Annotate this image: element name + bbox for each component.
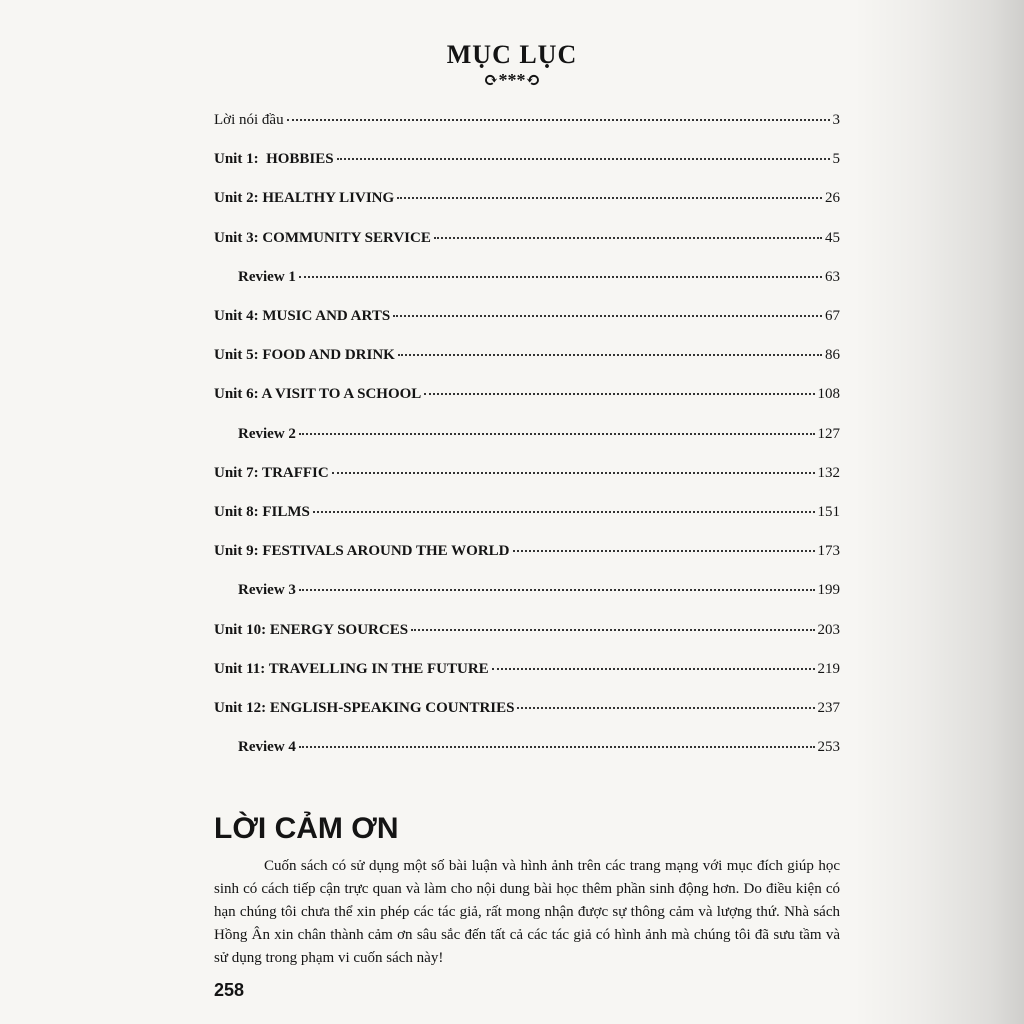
toc-entry-label: Review 2 (238, 425, 296, 442)
toc-entry (238, 426, 840, 450)
toc-leader-dots (397, 197, 822, 199)
toc-leader-dots (332, 472, 815, 474)
toc-entry (214, 622, 840, 646)
acknowledgement-body (214, 855, 840, 970)
acknowledgement-text: Cuốn sách có sử dụng một số bài luận và hình ảnh trên các trang mạng với mục đích giúp học sinh có cách tiếp cận trực quan và làm cho nội dung bài học thêm phần sinh động hơn. Do điều kiện có hạn chúng tôi chưa thể xin phép các tác giả, rất mong nhận được sự thông cảm và lượng thứ. Nhà sách Hồng Ân xin chân thành cảm ơn sâu sắc đến tất cả các tác giả có hình ảnh mà chúng tôi đã sưu tầm và sử dụng trong phạm vi cuốn sách này! (214, 858, 840, 966)
toc-entry (214, 230, 840, 254)
toc-entry-label: Unit 2: HEALTHY LIVING (214, 190, 395, 207)
toc-leader-dots (434, 237, 822, 239)
toc-leader-dots (424, 393, 814, 395)
toc-entry (214, 190, 840, 214)
toc-entry-label: Unit 3: COMMUNITY SERVICE (214, 229, 431, 246)
toc-entry (214, 543, 840, 567)
toc-entry-label: Review 4 (238, 739, 296, 756)
toc-leader-dots (398, 354, 822, 356)
toc-leader-dots (313, 511, 815, 513)
toc-entry-page: 45 (825, 229, 840, 246)
toc-entry-page: 127 (817, 425, 840, 442)
toc-entry-page: 63 (825, 268, 840, 285)
toc-entry (238, 739, 840, 763)
toc-entry-label: Unit 9: FESTIVALS AROUND THE WORLD (214, 543, 510, 560)
toc-entry (238, 582, 840, 606)
toc-entry-page: 173 (817, 543, 840, 560)
toc-entry-page: 203 (817, 621, 840, 638)
toc-entry-label: Unit 10: ENERGY SOURCES (214, 621, 409, 638)
toc-entry-page: 237 (817, 700, 840, 716)
toc-entry-label: Unit 12: ENGLISH-SPEAKING COUNTRIES (214, 700, 515, 716)
toc-entry-page: 5 (832, 151, 840, 168)
toc-entry (214, 465, 840, 489)
toc-entry-label: Unit 1: HOBBIES (214, 151, 334, 168)
toc-leader-dots (393, 315, 822, 317)
toc-leader-dots (299, 433, 815, 435)
toc-entry-label: Unit 7: TRAFFIC (214, 464, 329, 481)
toc-entry-label: Unit 8: FILMS (214, 504, 310, 520)
toc-entry-page: 67 (825, 308, 840, 324)
toc-leader-dots (299, 746, 815, 748)
toc-entry (214, 308, 840, 332)
toc-entry-page: 253 (817, 739, 840, 756)
toc-leader-dots (299, 589, 815, 591)
page-title: MỤC LỤC (446, 40, 578, 69)
toc-entry-page: 3 (832, 112, 840, 128)
toc-entry-page: 26 (825, 190, 840, 207)
page-gutter-shadow (854, 0, 1024, 1024)
toc-entry-label: Review 3 (238, 582, 296, 599)
toc-entry-page: 108 (817, 386, 840, 403)
toc-leader-dots (492, 668, 815, 670)
toc-entry (214, 112, 840, 136)
toc-entry (214, 700, 840, 724)
toc-entry-page: 132 (817, 464, 840, 481)
page-number: 258 (214, 980, 245, 1000)
toc-entry-label: Unit 11: TRAVELLING IN THE FUTURE (214, 660, 489, 677)
toc-entry-page: 86 (825, 347, 840, 364)
toc-entry-page: 151 (817, 504, 840, 520)
toc-entry (238, 269, 840, 293)
toc-entry-page: 199 (817, 582, 840, 599)
toc-entry (214, 347, 840, 371)
toc-entry (214, 661, 840, 685)
toc-entry-label: Unit 6: A VISIT TO A SCHOOL (214, 386, 422, 403)
toc-leader-dots (299, 276, 822, 278)
acknowledgement-heading: LỜI CẢM ƠN (214, 812, 399, 845)
toc-entry-page: 219 (817, 660, 840, 677)
toc-entry (214, 151, 840, 175)
toc-entry-label: Unit 5: FOOD AND DRINK (214, 347, 395, 364)
toc-entry-label: Unit 4: MUSIC AND ARTS (214, 308, 391, 324)
toc-entry-label: Lời nói đầu (214, 112, 284, 128)
toc-leader-dots (337, 158, 830, 160)
toc-entry (214, 386, 840, 410)
toc-leader-dots (411, 629, 814, 631)
title-ornament: ⟳***⟲ (483, 70, 541, 90)
toc-entry (214, 504, 840, 528)
toc-leader-dots (287, 119, 830, 121)
toc-leader-dots (513, 550, 815, 552)
toc-leader-dots (517, 707, 814, 709)
toc-entry-label: Review 1 (238, 268, 296, 285)
